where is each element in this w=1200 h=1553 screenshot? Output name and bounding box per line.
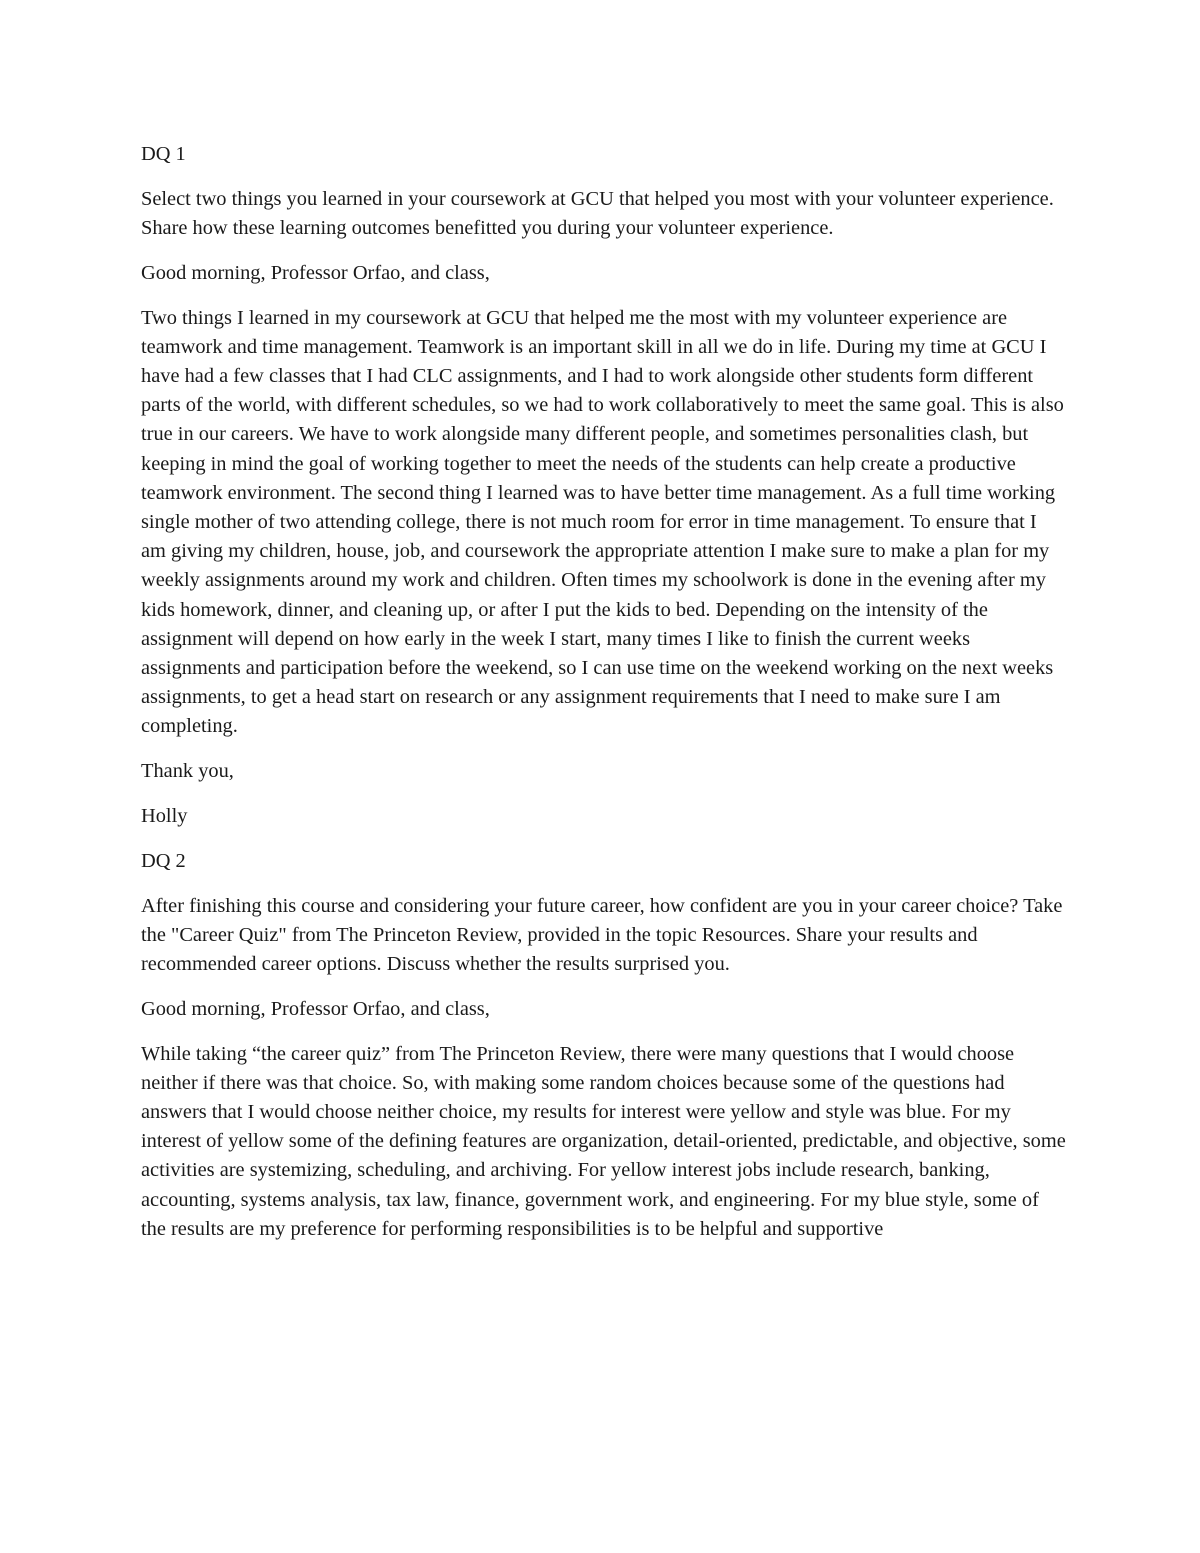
dq1-prompt: Select two things you learned in your coursework at GCU that helped you most with your volunteer experience. Share how these learning outcomes benefitted you during your volunteer experience. (141, 187, 1054, 239)
dq1-response: Two things I learned in my coursework at GCU that helped me the most with my volunteer experience are teamwork and time management. Teamwork is an important skill in all we do in life. During my time at GCU I have had a few classes that I had CLC assignments, and I had to work alongside other students form different parts of the world, with different schedules, so we had to work collaboratively to meet the same goal. This is also true in our careers. We have to work alongside many different people, and sometimes personalities clash, but keeping in mind the goal of working together to meet the needs of the students can help create a productive teamwork environment. The second thing I learned was to have better time management. As a full time working single mother of two attending college, there is not much room for error in time management. To ensure that I am giving my children, house, job, and coursework the appropriate attention I make sure to make a plan for my weekly assignments around my work and children. Often times my schoolwork is done in the evening after my kids homework, dinner, and cleaning up, or after I put the kids to bed. Depending on the intensity of the assignment will depend on how early in the week I start, many times I like to finish the current weeks assignments and participation before the weekend, so I can use time on the weekend working on the next weeks assignments, to get a head start on research or any assignment requirements that I need to make sure I am completing. (141, 306, 1064, 738)
dq2-prompt: After finishing this course and considering your future career, how confident are you in your career choice? Take the "Career Quiz" from The Princeton Review, provided in the topic Resources. Share your results and recommended career options. Discuss whether the results surprised you. (141, 894, 1063, 976)
dq1-closing: Thank you, (141, 760, 234, 783)
dq1-heading: DQ 1 (141, 143, 186, 165)
dq1-greeting: Good morning, Professor Orfao, and class, (141, 261, 490, 284)
dq2-heading: DQ 2 (141, 849, 186, 872)
dq2-response: While taking “the career quiz” from The Princeton Review, there were many questions that I would choose neither if there was that choice. So, with making some random choices because some of the questions had answers that I would choose neither choice, my results for interest were yellow and style was blue. For my interest of yellow some of the defining features are organization, detail-oriented, predictable, and objective, some activities are systemizing, scheduling, and archiving. For yellow interest jobs include research, banking, accounting, systems analysis, tax law, finance, government work, and engineering. For my blue style, some of the results are my preference for performing responsibilities is to be helpful and supportive (141, 1042, 1066, 1240)
document-body (141, 140, 1066, 1260)
dq1-signature: Holly (141, 805, 188, 828)
dq2-greeting: Good morning, Professor Orfao, and class, (141, 997, 490, 1020)
